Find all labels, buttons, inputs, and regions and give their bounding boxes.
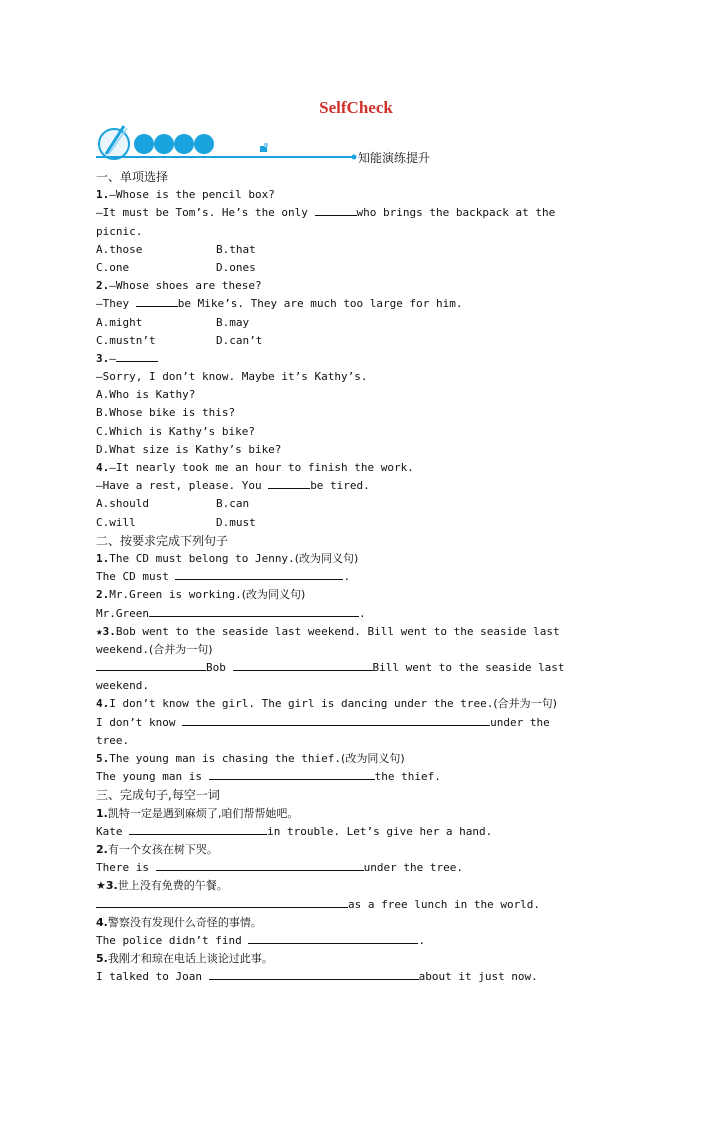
sentence-5-answer bbox=[96, 968, 616, 986]
answer-blank[interactable] bbox=[136, 295, 178, 307]
banner-label: 知能演练提升 bbox=[358, 151, 431, 165]
task-3-line-2 bbox=[96, 641, 616, 659]
answer-blank[interactable] bbox=[129, 823, 267, 835]
task-5-line-2 bbox=[96, 768, 616, 786]
task-4-line-2 bbox=[96, 714, 616, 732]
sentence-1-answer bbox=[96, 823, 616, 841]
option-a[interactable]: A.Who is Kathy? bbox=[96, 388, 196, 402]
task-text: Mr.Green bbox=[96, 606, 149, 620]
sentence-3-answer bbox=[96, 896, 616, 914]
task-instruction: (改为同义句) bbox=[294, 551, 359, 565]
task-text: There is bbox=[96, 861, 156, 875]
option-d[interactable]: D.What size is Kathy’s bike? bbox=[96, 442, 282, 456]
question-text: —Whose is the pencil box? bbox=[109, 188, 275, 202]
answer-blank[interactable] bbox=[209, 768, 375, 780]
answer-blank[interactable] bbox=[149, 605, 359, 617]
question-number: 4. bbox=[96, 697, 110, 711]
question-number: 1. bbox=[96, 806, 108, 820]
question-4-line-2 bbox=[96, 477, 616, 495]
option-c[interactable]: C.one bbox=[96, 260, 130, 274]
task-text: weekend. bbox=[96, 642, 149, 656]
answer-blank[interactable] bbox=[96, 659, 206, 671]
question-number: ★3. bbox=[96, 879, 118, 893]
sentence-3-prompt bbox=[96, 877, 616, 895]
task-text: about it just now. bbox=[418, 970, 538, 984]
sentence-2-prompt bbox=[96, 841, 616, 859]
option-b[interactable]: B.can bbox=[216, 497, 250, 511]
question-1-line-2 bbox=[96, 204, 616, 222]
task-1-line-1 bbox=[96, 550, 616, 568]
question-number: 4. bbox=[96, 461, 110, 474]
question-2-line-1 bbox=[96, 277, 616, 295]
option-d[interactable]: D.ones bbox=[216, 260, 256, 274]
task-text: the thief. bbox=[374, 770, 441, 784]
option-c[interactable]: C.will bbox=[96, 515, 136, 529]
task-instruction: (合并为一句) bbox=[493, 697, 557, 711]
options-row bbox=[96, 514, 616, 532]
question-number: ★3. bbox=[96, 624, 116, 638]
question-text: —It nearly took me an hour to finish the work. bbox=[109, 461, 414, 474]
sentence-4-prompt bbox=[96, 914, 616, 932]
task-text: The young man is bbox=[96, 770, 209, 784]
task-text: The CD must bbox=[96, 570, 176, 584]
question-text: —Have a rest, please. You bbox=[96, 479, 269, 493]
task-2-line-1 bbox=[96, 586, 616, 604]
answer-blank[interactable] bbox=[248, 932, 418, 944]
sentence-5-prompt bbox=[96, 950, 616, 968]
options-row bbox=[96, 314, 616, 332]
question-number: 5. bbox=[96, 752, 110, 765]
task-text: I talked to Joan bbox=[96, 970, 209, 984]
task-text: Bob bbox=[206, 661, 233, 675]
task-4-line-3: tree. bbox=[96, 733, 130, 747]
answer-blank[interactable] bbox=[209, 968, 419, 980]
option-b[interactable]: B.that bbox=[216, 242, 256, 256]
option-d[interactable]: D.can’t bbox=[216, 333, 263, 347]
answer-blank[interactable] bbox=[268, 477, 310, 489]
question-number: 2. bbox=[96, 842, 108, 856]
chinese-prompt: 有一个女孩在树下哭。 bbox=[107, 842, 218, 856]
question-1-line-1 bbox=[96, 186, 616, 204]
task-text: Kate bbox=[96, 824, 130, 838]
options-row bbox=[96, 241, 616, 259]
task-text: Mr.Green is working. bbox=[109, 588, 242, 602]
task-4-line-1 bbox=[96, 695, 616, 713]
question-4-line-1 bbox=[96, 459, 616, 477]
question-number: 5. bbox=[96, 952, 108, 966]
task-text: under the tree. bbox=[363, 861, 463, 875]
task-text: I don’t know the girl. The girl is dancing under the tree. bbox=[109, 697, 494, 711]
task-text: The CD must belong to Jenny. bbox=[109, 551, 295, 565]
task-text: Bill went to the seaside last bbox=[372, 661, 565, 675]
task-instruction: (改为同义句) bbox=[341, 752, 405, 765]
answer-blank[interactable] bbox=[182, 714, 490, 726]
option-b[interactable]: B.may bbox=[216, 315, 250, 329]
question-number: 3. bbox=[96, 351, 110, 365]
options-row bbox=[96, 332, 616, 350]
page-title: SelfCheck bbox=[319, 98, 393, 117]
sentence-4-answer: The police didn’t find . bbox=[96, 933, 425, 947]
option-a[interactable]: A.might bbox=[96, 315, 143, 329]
task-text: under the bbox=[490, 715, 550, 729]
options-row bbox=[96, 495, 616, 513]
task-1-line-2: The CD must . bbox=[96, 570, 351, 584]
task-text: The police didn’t find bbox=[96, 933, 249, 947]
question-2-line-2 bbox=[96, 295, 616, 313]
question-text: who brings the backpack at the bbox=[356, 206, 556, 220]
section-heading-1: 一、单项选择 bbox=[96, 170, 169, 184]
answer-blank[interactable] bbox=[233, 659, 373, 671]
section-heading-2: 二、按要求完成下列句子 bbox=[96, 533, 229, 548]
option-c[interactable]: C.mustn’t bbox=[96, 333, 156, 347]
task-3-line-3 bbox=[96, 659, 616, 677]
question-text: —They bbox=[96, 297, 136, 311]
task-text: I don’t know bbox=[96, 715, 183, 729]
task-3-line-4: weekend. bbox=[96, 679, 149, 693]
task-2-line-2: Mr.Green . bbox=[96, 606, 366, 620]
question-text: —Whose shoes are these? bbox=[109, 279, 262, 293]
task-text: The young man is chasing the thief. bbox=[109, 752, 342, 765]
question-number: 1. bbox=[96, 188, 110, 202]
option-b[interactable]: B.Whose bike is this? bbox=[96, 406, 236, 420]
worksheet-content bbox=[96, 168, 616, 986]
answer-blank[interactable] bbox=[315, 204, 357, 216]
option-a[interactable]: A.should bbox=[96, 497, 149, 511]
section-banner bbox=[96, 122, 616, 166]
question-1-line-3: picnic. bbox=[96, 224, 143, 238]
chinese-prompt: 凯特一定是遇到麻烦了,咱们帮帮她吧。 bbox=[107, 806, 299, 820]
answer-blank[interactable] bbox=[156, 859, 364, 871]
task-instruction: (改为同义句) bbox=[241, 588, 306, 602]
option-c[interactable]: C.Which is Kathy’s bike? bbox=[96, 424, 255, 438]
task-5-line-1 bbox=[96, 750, 616, 768]
question-text: — bbox=[109, 351, 116, 365]
question-text: —It must be Tom’s. He’s the only bbox=[96, 206, 315, 220]
answer-blank[interactable] bbox=[116, 350, 158, 362]
task-text: as a free lunch in the world. bbox=[348, 897, 541, 911]
chinese-prompt: 世上没有免费的午餐。 bbox=[117, 879, 228, 893]
task-text: in trouble. Let’s give her a hand. bbox=[267, 824, 493, 838]
sentence-2-answer bbox=[96, 859, 616, 877]
task-instruction: (合并为一句) bbox=[148, 642, 213, 656]
question-3-line-2: —Sorry, I don’t know. Maybe it’s Kathy’s. bbox=[96, 370, 368, 384]
section-heading-3: 三、完成句子,每空一词 bbox=[96, 788, 220, 803]
options-row bbox=[96, 259, 616, 277]
question-number: 4. bbox=[96, 915, 108, 929]
task-text: Bob went to the seaside last weekend. Bill went to the seaside last bbox=[115, 624, 560, 638]
answer-blank[interactable] bbox=[175, 568, 343, 580]
sentence-1-prompt bbox=[96, 805, 616, 823]
question-number: 2. bbox=[96, 588, 110, 602]
option-d[interactable]: D.must bbox=[216, 515, 256, 529]
question-3-line-1 bbox=[96, 350, 616, 368]
chinese-prompt: 我刚才和琼在电话上谈论过此事。 bbox=[107, 952, 273, 966]
chinese-prompt: 警察没有发现什么奇怪的事情。 bbox=[107, 915, 262, 929]
question-text: be tired. bbox=[310, 479, 370, 493]
question-number: 2. bbox=[96, 279, 110, 293]
task-3-line-1 bbox=[96, 623, 616, 641]
question-text: be Mike’s. They are much too large for him. bbox=[177, 297, 463, 311]
option-a[interactable]: A.those bbox=[96, 242, 143, 256]
answer-blank[interactable] bbox=[96, 896, 348, 908]
question-number: 1. bbox=[96, 551, 110, 565]
